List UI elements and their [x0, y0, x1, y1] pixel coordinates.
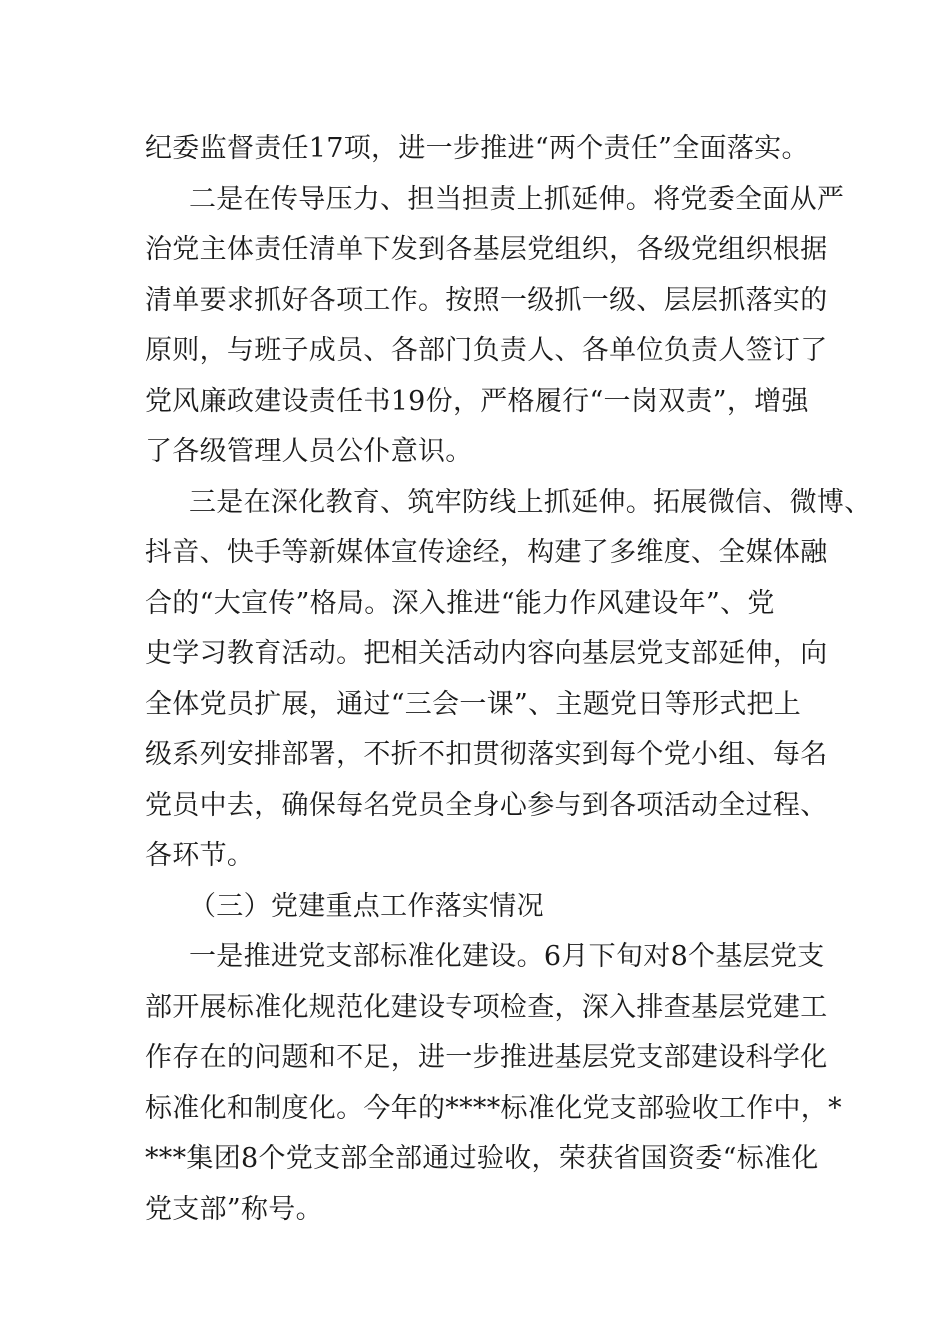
text-line: 作存在的问题和不足，进一步推进基层党支部建设科学化	[145, 1042, 828, 1073]
text-line: 治党主体责任清单下发到各基层党组织，各级党组织根据	[145, 234, 828, 265]
text-line: 二是在传导压力、担当担责上抓延伸。将党委全面从严	[189, 183, 845, 215]
section-heading: （三）党建重点工作落实情况	[189, 890, 544, 922]
text-line: 各环节。	[145, 840, 255, 871]
text-line: 党支部”称号。	[145, 1193, 323, 1225]
text-line: 抖音、快手等新媒体宣传途经，构建了多维度、全媒体融	[145, 537, 828, 568]
text-line: 党风廉政建设责任书19份，严格履行“一岗双责”，增强	[145, 385, 809, 417]
text-line: 原则，与班子成员、各部门负责人、各单位负责人签订了	[145, 335, 828, 366]
text-line: 史学习教育活动。把相关活动内容向基层党支部延伸，向	[145, 638, 828, 669]
text-line: 标准化和制度化。今年的****标准化党支部验收工作中，*	[145, 1092, 842, 1124]
text-line: 了各级管理人员公仆意识。	[145, 436, 473, 467]
text-line: 部开展标准化规范化建设专项检查，深入排查基层党建工	[145, 991, 828, 1023]
body-text	[145, 124, 872, 1235]
text-line: 党员中去，确保每名党员全身心参与到各项活动全过程、	[145, 789, 828, 821]
text-line: 级系列安排部署，不折不扣贯彻落实到每个党小组、每名	[145, 739, 828, 770]
text-line: 三是在深化教育、筑牢防线上抓延伸。拓展微信、微博、	[189, 486, 872, 518]
text-line: ***集团8个党支部全部通过验收，荣获省国资委“标准化	[145, 1143, 819, 1174]
text-line: 合的“大宣传”格局。深入推进“能力作风建设年”、党	[145, 587, 775, 619]
text-line: 全体党员扩展，通过“三会一课”、主题党日等形式把上	[145, 688, 802, 720]
text-line: 一是推进党支部标准化建设。6月下旬对8个基层党支	[189, 941, 825, 972]
text-line: 纪委监督责任17项，进一步推进“两个责任”全面落实。	[145, 133, 809, 164]
text-line: 清单要求抓好各项工作。按照一级抓一级、层层抓落实的	[145, 284, 828, 316]
